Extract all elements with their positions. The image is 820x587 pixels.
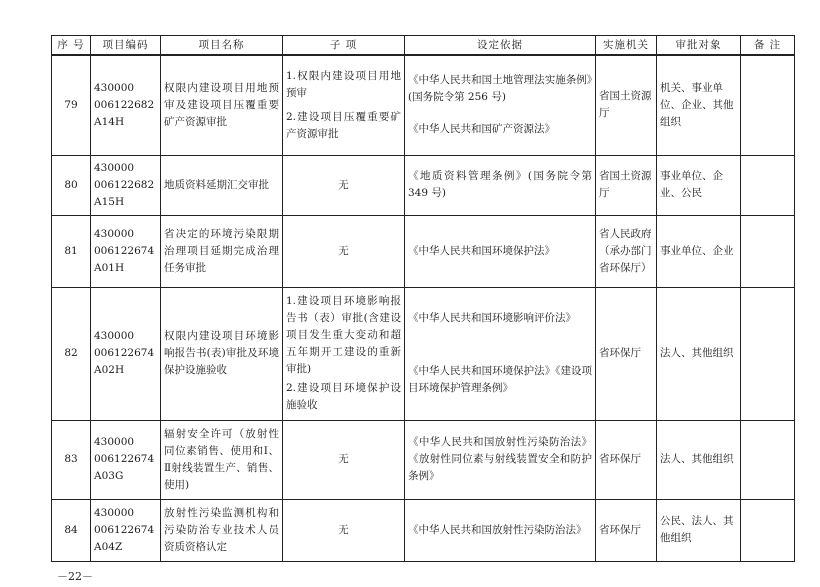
row-seq: 83: [52, 420, 91, 499]
row-org: 省环保厅: [596, 420, 657, 499]
row-basis: 《中华人民共和国环境保护法》: [405, 215, 596, 287]
header-sub: 子 项: [283, 36, 405, 56]
row-subitems: 无: [283, 155, 405, 215]
row-code: 430000 006122682 A15H: [91, 155, 161, 215]
table-row: [52, 499, 795, 561]
header-code: 项目编码: [91, 36, 161, 56]
row-name: 权限内建设项目用地预审及建设项目压覆重要矿产资源审批: [161, 55, 283, 155]
row-org: 省环保厅: [596, 499, 657, 561]
row-name: 放射性污染监测机构和污染防治专业技术人员资质资格认定: [161, 499, 283, 561]
page-number: －22－: [57, 570, 93, 583]
row-remark: [741, 420, 795, 499]
row-target: 法人、其他组织: [657, 287, 741, 420]
row-basis: 《中华人民共和国放射性污染防治法》《放射性同位素与射线装置安全和防护条例》: [405, 420, 596, 499]
row-name: 省决定的环境污染限期治理项目延期完成治理任务审批: [161, 215, 283, 287]
header-org: 实施机关: [596, 36, 657, 56]
row-target: 公民、法人、其他组织: [657, 499, 741, 561]
row-org: 省国土资源厅: [596, 55, 657, 155]
row-code: 430000 006122674 A02H: [91, 287, 161, 420]
subitem: 1.建设项目环境影响报告书（表）审批(含建设项目发生重大变动和超五年期开工建设的重新审批): [286, 295, 401, 375]
row-seq: 81: [52, 215, 91, 287]
header-name: 项目名称: [161, 36, 283, 56]
subitem: 1.权限内建设项目用地预审: [286, 69, 401, 99]
row-remark: [741, 499, 795, 561]
row-remark: [741, 215, 795, 287]
basis-item: 《中华人民共和国矿产资源法》: [408, 123, 555, 136]
subitem: 2.建设项目环境保护设施验收: [286, 382, 401, 411]
row-basis: [405, 287, 596, 420]
row-target: 法人、其他组织: [657, 420, 741, 499]
header-seq: 序 号: [52, 36, 91, 56]
table-header: [52, 36, 795, 56]
row-org: 省国土资源厅: [596, 155, 657, 215]
row-target: 事业单位、企业、公民: [657, 155, 741, 215]
row-target: 机关、事业单位、企业、其他组织: [657, 55, 741, 155]
row-seq: 79: [52, 55, 91, 155]
table-row: [52, 420, 795, 499]
basis-item: 《中华人民共和国环境影响评价法》: [408, 312, 576, 324]
header-target: 审批对象: [657, 36, 741, 56]
row-name: 辐射安全许可（放射性同位素销售、使用和Ⅰ、Ⅱ射线装置生产、销售、使用): [161, 420, 283, 499]
basis-item: 《中华人民共和国环境保护法》《建设项目环境保护管理条例》: [408, 365, 592, 394]
table-body: [52, 55, 795, 561]
row-name: 地质资料延期汇交审批: [161, 155, 283, 215]
basis-item: 《中华人民共和国土地管理法实施条例》(国务院令第 256 号): [408, 74, 592, 104]
row-subitems: [283, 55, 405, 155]
row-target: 事业单位、企业: [657, 215, 741, 287]
subitem: 2.建设项目压覆重要矿产资源审批: [286, 110, 401, 140]
row-remark: [741, 287, 795, 420]
table-row: [52, 287, 795, 420]
row-basis: [405, 55, 596, 155]
row-seq: 80: [52, 155, 91, 215]
row-remark: [741, 155, 795, 215]
row-name: 权限内建设项目环境影响报告书(表)审批及环境保护设施验收: [161, 287, 283, 420]
row-code: 430000 006122674 A01H: [91, 215, 161, 287]
table-row: [52, 55, 795, 155]
row-code: 430000 006122674 A03G: [91, 420, 161, 499]
row-subitems: 无: [283, 499, 405, 561]
row-basis: 《地质资料管理条例》(国务院令第 349 号): [405, 155, 596, 215]
row-org: 省环保厅: [596, 287, 657, 420]
row-remark: [741, 55, 795, 155]
row-subitems: 无: [283, 215, 405, 287]
row-subitems: 无: [283, 420, 405, 499]
row-code: 430000 006122674 A04Z: [91, 499, 161, 561]
table-row: [52, 155, 795, 215]
row-seq: 84: [52, 499, 91, 561]
approval-items-table: [51, 35, 795, 562]
row-basis: 《中华人民共和国放射性污染防治法》: [405, 499, 596, 561]
header-remark: 备 注: [741, 36, 795, 56]
row-subitems: [283, 287, 405, 420]
table-row: [52, 215, 795, 287]
row-org: 省人民政府（承办部门省环保厅）: [596, 215, 657, 287]
header-basis: 设定依据: [405, 36, 596, 56]
row-seq: 82: [52, 287, 91, 420]
row-code: 430000 006122682 A14H: [91, 55, 161, 155]
